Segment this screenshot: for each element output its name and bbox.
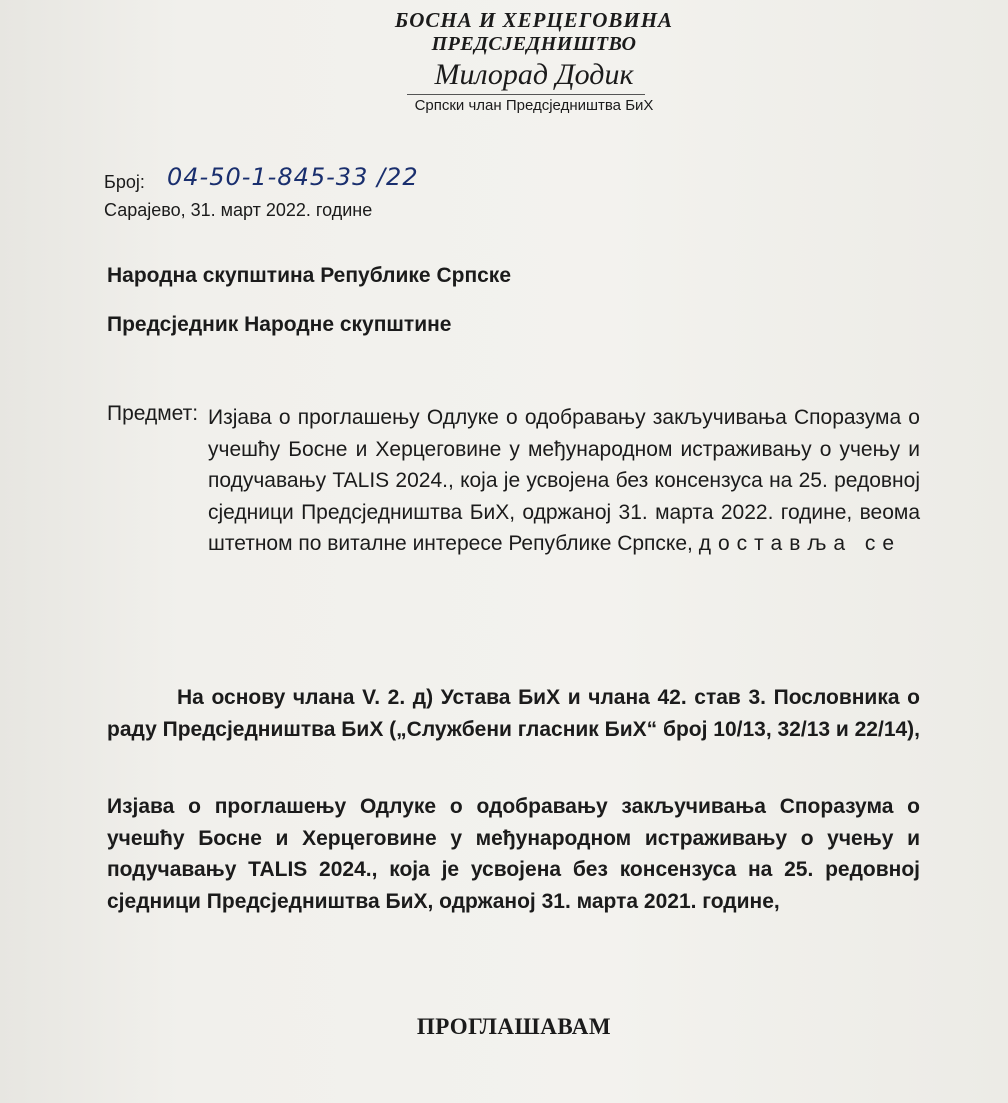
place-and-date: Сарајево, 31. март 2022. године [104,200,373,220]
legal-basis-paragraph: На основу члана V. 2. д) Устава БиХ и члана 42. став 3. Пословника о раду Предсједништва БиХ („Службени гласник БиХ“ број 10/13, 32/13 и 22/14), [107,686,921,741]
reference-number-handwritten: 04-50-1-845-33 /22 [167,163,419,191]
subject-text [208,402,920,560]
header-member-role: Српски члан Предсједништва БиХ [414,97,654,114]
header-divider [407,94,645,95]
proclamation-heading [0,1014,1008,1040]
reference-number-label: Број: [104,172,145,192]
header-member-name: Милорад Додик [434,58,634,91]
proclamation-text: ПРОГЛАШАВАМ [416,1014,612,1039]
header-country: БОСНА И ХЕРЦЕГОВИНА [394,8,674,32]
recipient-president: Предсједник Народне скупштине [107,313,452,336]
subject-main-text: Изјава о проглашењу Одлуке о одобравању закључивања Споразума о учешћу Босне и Херцеговине у међународном истраживању о учењу и подучавању TALIS 2024., која је усвојена без консензуса на 25. редовној сједници Предсједништва БиХ, одржаној 31. марта 2022. године, веома штетном по виталне интересе Републике Српске, [208,406,920,556]
header-institution: ПРЕДСЈЕДНИШТВО [431,33,637,55]
subject-label: Предмет: [107,402,199,425]
subject-action: доставља се [698,532,902,556]
recipient-assembly: Народна скупштина Републике Српске [107,264,511,287]
statement-paragraph: Изјава о проглашењу Одлуке о одобравању закључивања Споразума о учешћу Босне и Херцеговине у међународном истраживању о учењу и подучавању TALIS 2024., која је усвојена без консензуса на 25. редовној сједници Предсједништва БиХ, одржаној 31. марта 2021. године, [107,795,920,913]
